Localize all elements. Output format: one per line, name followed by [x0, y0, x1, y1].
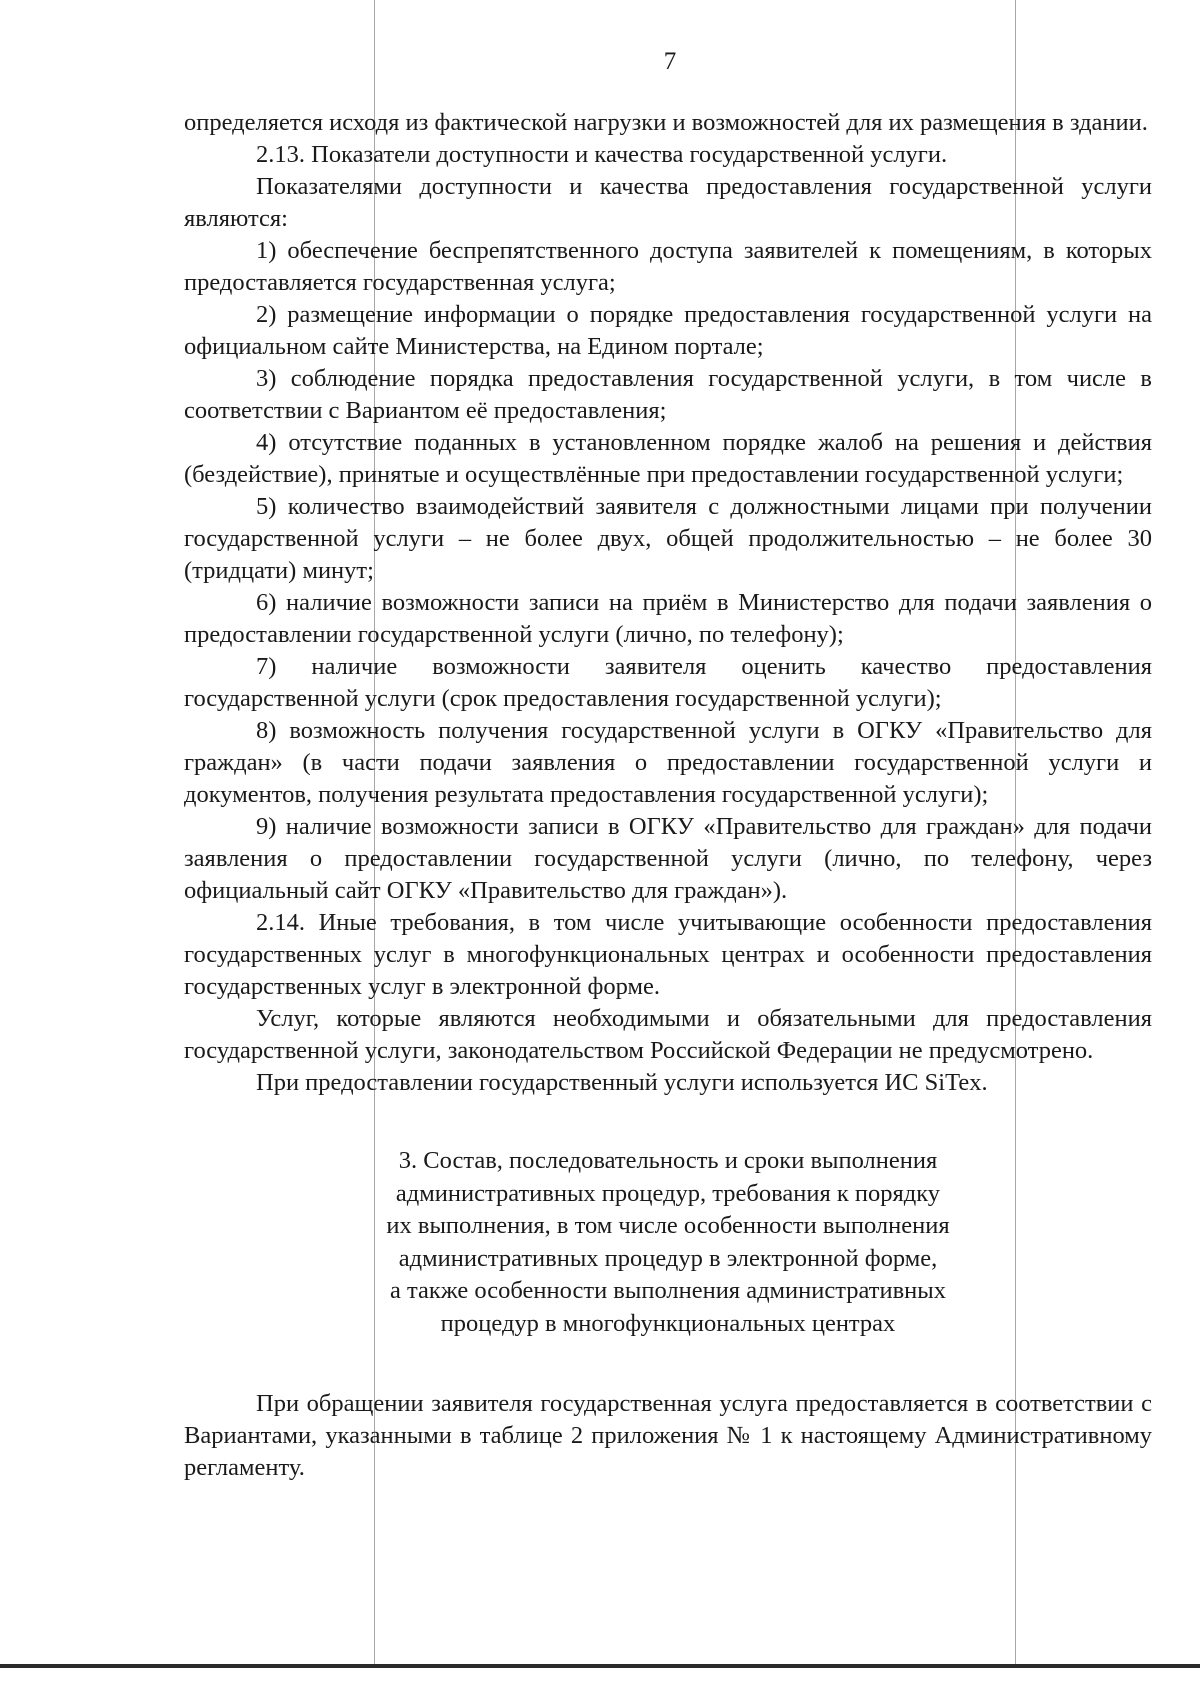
paragraph: Услуг, которые являются необходимыми и обязательными для предоставления государственной услуги, законодательством Российской Федерации не предусмотрено.	[184, 1005, 1152, 1064]
section-heading-line: административных процедур, требования к порядку	[395, 1179, 941, 1207]
paragraph: При обращении заявителя государственная услуга предоставляется в соответствии с Вариантами, указанными в таблице 2 приложения № 1 к настоящему Административному регламенту.	[184, 1390, 1152, 1481]
paragraph: 2.13. Показатели доступности и качества государственной услуги.	[256, 141, 948, 168]
section-heading-line: 3. Состав, последовательность и сроки выполнения	[398, 1147, 938, 1174]
section-heading-line: административных процедур в электронной форме,	[398, 1244, 938, 1272]
paragraph: 4) отсутствие поданных в установленном порядке жалоб на решения и действия (бездействие), принятые и осуществлённые при предоставлении государственной услуги;	[184, 429, 1152, 488]
section-heading-line: процедур в многофункциональных центрах	[440, 1309, 896, 1337]
paragraph: 9) наличие возможности записи в ОГКУ «Правительство для граждан» для подачи заявления о предоставлении государственной услуги (лично, по телефону, через официальный сайт ОГКУ «Правительство для граждан»).	[184, 813, 1152, 904]
paragraph: 8) возможность получения государственной услуги в ОГКУ «Правительство для граждан» (в части подачи заявления о предоставлении государственной услуги и документов, получения результата предоставления государственной услуги);	[184, 717, 1152, 808]
paragraph: 1) обеспечение беспрепятственного доступа заявителей к помещениям, в которых предоставляется государственная услуга;	[184, 237, 1152, 296]
paragraph: 5) количество взаимодействий заявителя с должностными лицами при получении государственной услуги – не более двух, общей продолжительностью – не более 30 (тридцати) минут;	[184, 493, 1152, 584]
page-bottom-edge	[0, 1664, 1200, 1668]
section-heading-line: а также особенности выполнения административных	[390, 1277, 946, 1304]
paragraph: определяется исходя из фактической нагрузки и возможностей для их размещения в здании.	[184, 109, 1148, 136]
paragraph: 7) наличие возможности заявителя оценить качество предоставления государственной услуги (срок предоставления государственной услуги);	[184, 653, 1152, 712]
section-heading	[328, 1145, 1008, 1340]
paragraph: 2) размещение информации о порядке предоставления государственной услуги на официальном сайте Министерства, на Едином портале;	[184, 301, 1152, 360]
section-heading-line: их выполнения, в том числе особенности выполнения	[386, 1212, 950, 1239]
document-body	[184, 107, 1152, 1484]
paragraph: 2.14. Иные требования, в том числе учитывающие особенности предоставления государственных услуг в многофункциональных центрах и особенности предоставления государственных услуг в электронной форме.	[184, 909, 1152, 1000]
paragraph: 3) соблюдение порядка предоставления государственной услуги, в том числе в соответствии с Вариантом её предоставления;	[184, 365, 1152, 424]
page-number: 7	[663, 48, 677, 75]
paragraph: 6) наличие возможности записи на приём в Министерство для подачи заявления о предоставлении государственной услуги (лично, по телефону);	[184, 589, 1152, 648]
paragraph: Показателями доступности и качества предоставления государственной услуги являются:	[184, 173, 1152, 232]
paragraph: При предоставлении государственный услуги используется ИС SiTex.	[256, 1069, 988, 1096]
